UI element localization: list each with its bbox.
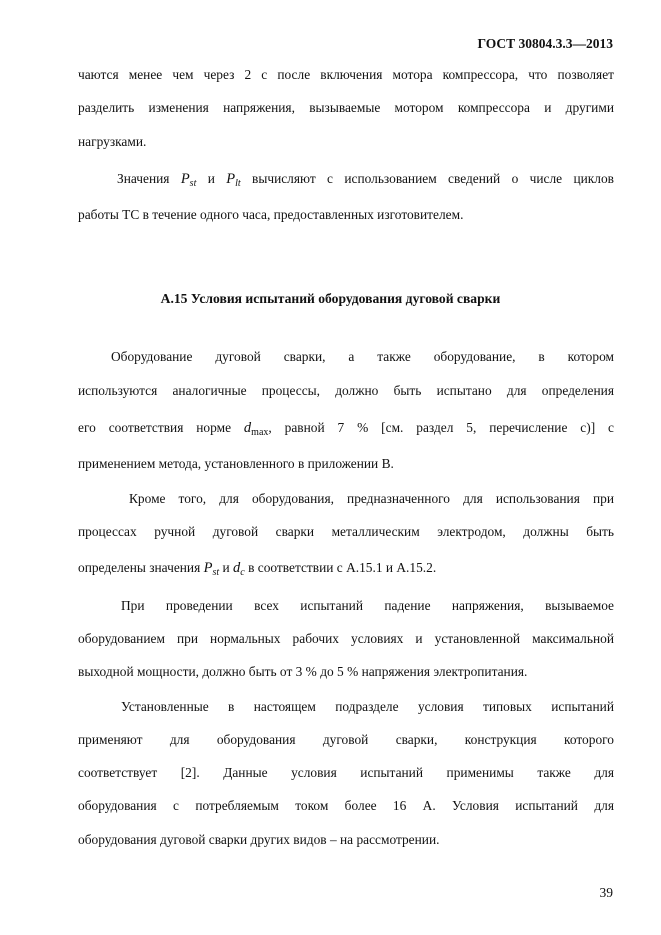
symbol-sub: c <box>240 567 245 578</box>
paragraph-line: чаются менее чем через 2 с после включения мотора компрессора, что позволяет <box>78 67 614 82</box>
formula-dmax <box>244 420 268 436</box>
paragraph-line: нагрузками. <box>78 134 147 149</box>
paragraph-line: Установленные в настоящем подразделе условия типовых испытаний <box>121 699 614 714</box>
formula-dc <box>233 560 245 576</box>
page-number: 39 <box>599 885 613 900</box>
section-heading: А.15 Условия испытаний оборудования дуговой сварки <box>160 291 501 306</box>
paragraph-line: используются аналогичные процессы, должно быть испытано для определения <box>78 383 614 398</box>
symbol-sub: max <box>251 427 269 438</box>
paragraph-line <box>78 419 614 442</box>
text-fragment: и <box>222 560 230 575</box>
paragraph-line: соответствует [2]. Данные условия испытаний применимы также для <box>78 765 614 780</box>
symbol-sub: st <box>189 178 197 189</box>
paragraph-line: Оборудование дуговой сварки, а также оборудование, в котором <box>111 349 614 364</box>
paragraph-line: процессах ручной дуговой сварки металлическим электродом, должны быть <box>78 524 614 539</box>
paragraph-line: применяют для оборудования дуговой сварки, конструкция которого <box>78 732 614 747</box>
text-fragment: определены значения <box>78 560 201 575</box>
paragraph-line: Кроме того, для оборудования, предназначенного для использования при <box>129 491 614 506</box>
text-fragment: его соответствия норме <box>78 420 232 435</box>
paragraph-line: выходной мощности, должно быть от 3 % до 5 % напряжения электропитания. <box>78 664 528 679</box>
paragraph-line: оборудования с потребляемым током более 16 А. Условия испытаний для <box>78 798 614 813</box>
text-fragment: Значения <box>117 171 170 186</box>
paragraph-line <box>78 559 614 582</box>
text-fragment: , равной 7 % [см. раздел 5, перечисление с)] с <box>268 420 614 435</box>
symbol-sub: st <box>212 567 220 578</box>
paragraph-line: оборудованием при нормальных рабочих условиях и установленной максимальной <box>78 631 614 646</box>
paragraph-line <box>117 170 614 193</box>
formula-plt <box>226 171 240 187</box>
symbol-main: P <box>226 171 236 187</box>
text-fragment: вычисляют с использованием сведений о числе циклов <box>252 171 614 186</box>
document-header: ГОСТ 30804.3.3—2013 <box>477 36 613 51</box>
paragraph-line: разделить изменения напряжения, вызываемые мотором компрессора и другими <box>78 100 614 115</box>
symbol-main: d <box>233 560 241 576</box>
paragraph-line: применением метода, установленного в приложении В. <box>78 456 394 471</box>
text-fragment: в соответствии с А.15.1 и А.15.2. <box>248 560 437 575</box>
paragraph-line: оборудования дуговой сварки других видов – на рассмотрении. <box>78 832 440 847</box>
symbol-sub: lt <box>235 178 241 189</box>
symbol-main: d <box>243 420 252 436</box>
text-fragment: и <box>207 171 215 186</box>
symbol-main: P <box>203 560 213 576</box>
paragraph-line: работы ТС в течение одного часа, предоставленных изготовителем. <box>78 207 464 222</box>
formula-pst <box>204 560 220 576</box>
symbol-main: P <box>180 171 190 187</box>
paragraph-line: При проведении всех испытаний падение напряжения, вызываемое <box>121 598 614 613</box>
formula-pst <box>181 171 197 187</box>
